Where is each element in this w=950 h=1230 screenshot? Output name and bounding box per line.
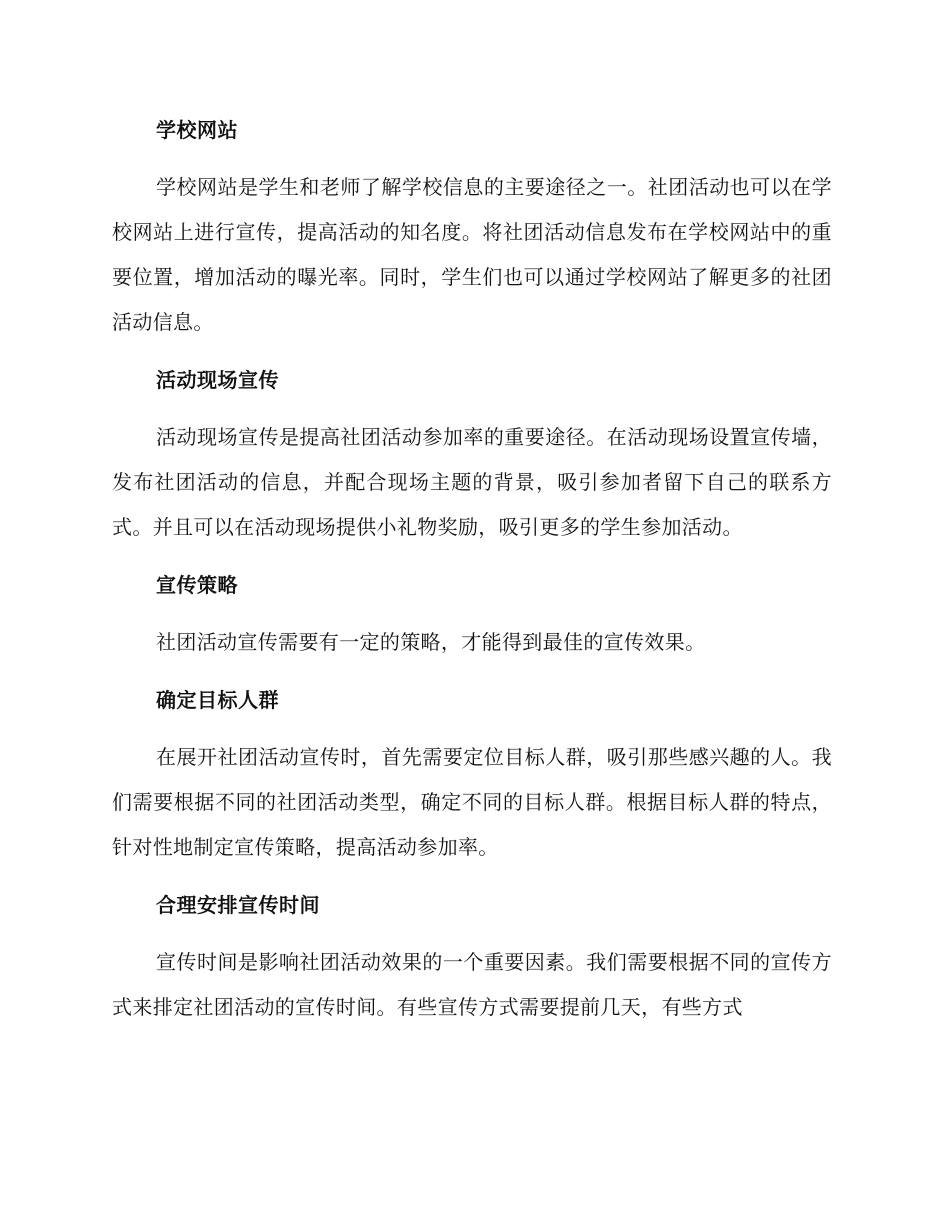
section-heading-school-website: 学校网站 [156,118,238,142]
section-paragraph-onsite-promotion: 活动现场宣传是提高社团活动参加率的重要途径。在活动现场设置宣传墙，发布社团活动的信息，并配合现场主题的背景，吸引参加者留下自己的联系方式。并且可以在活动现场提供小礼物奖励，吸引更多的学生参加活动。 [112,425,832,539]
section-heading-promotion-strategy: 宣传策略 [156,573,238,597]
document-body [112,108,832,1030]
section-heading-target-audience: 确定目标人群 [156,688,279,712]
section-paragraph-school-website: 学校网站是学生和老师了解学校信息的主要途径之一。社团活动也可以在学校网站上进行宣传，提高活动的知名度。将社团活动信息发布在学校网站中的重要位置，增加活动的曝光率。同时，学生们也可以通过学校网站了解更多的社团活动信息。 [112,175,832,334]
section-heading-onsite-promotion: 活动现场宣传 [156,368,279,392]
section-paragraph-promotion-strategy: 社团活动宣传需要有一定的策略，才能得到最佳的宣传效果。 [156,630,706,654]
section-heading-promotion-timing: 合理安排宣传时间 [156,893,320,917]
section-paragraph-target-audience: 在展开社团活动宣传时，首先需要定位目标人群，吸引那些感兴趣的人。我们需要根据不同的社团活动类型，确定不同的目标人群。根据目标人群的特点，针对性地制定宣传策略，提高活动参加率。 [112,745,832,859]
section-paragraph-promotion-timing: 宣传时间是影响社团活动效果的一个重要因素。我们需要根据不同的宣传方式来排定社团活动的宣传时间。有些宣传方式需要提前几天，有些方式 [112,950,832,1019]
